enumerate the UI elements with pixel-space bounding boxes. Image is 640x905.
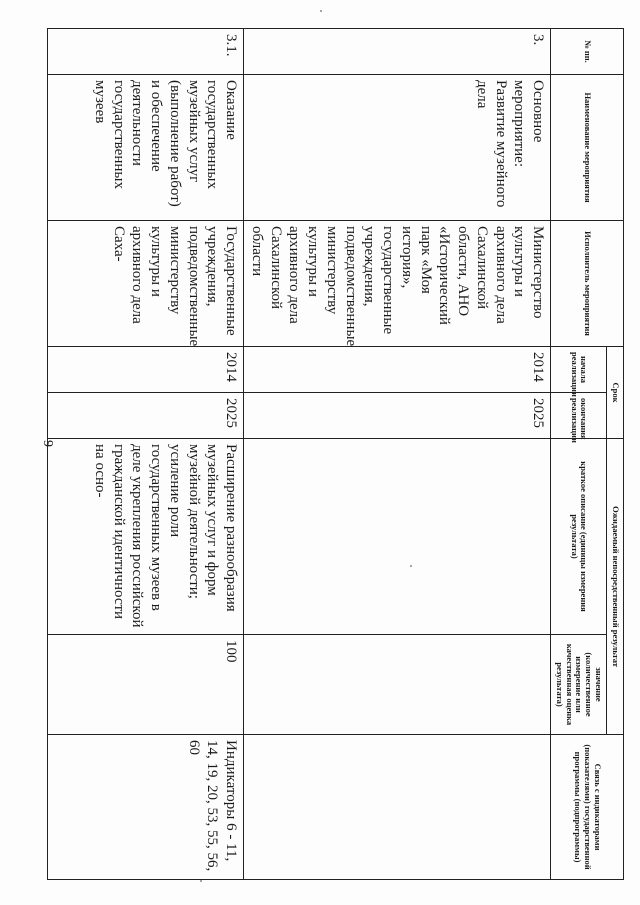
scan-speck [320,10,322,12]
cell-desc: Расширение разнообразия музейных услуг и форм музейной деятельности; усиление роли государственных музеев в деле укрепления российской гражданской идентичности на осно- [48,439,244,635]
header-link: Связь с индикаторами (показателями) государственной программы (подпрограммы) [551,735,624,880]
cell-name: Оказание государственных музейных услуг (выполнение работ) и обеспечение деятельности государственных музеев [48,75,244,221]
cell-executor: Министерство культуры и архивного дела Сахалинской области, АНО «Исторический парк «Моя история», государственные учреждения, подведомственные министерству культуры и архивного дела Сахалинской области [244,221,551,347]
scan-speck [410,565,412,567]
cell-link: Индикаторы 6 - 11, 14, 19, 20, 53, 55, 56, 60 [48,735,244,880]
cell-value: 100 [48,635,244,735]
table-row [48,29,244,880]
header-num: № пп. [551,29,624,75]
cell-value [244,635,551,735]
header-result: Ожидаемый непосредственный результат [607,439,624,735]
cell-name: Основное мероприятие: Развитие музейного дела [244,75,551,221]
cell-num: 3. [244,29,551,75]
scan-speck [200,880,202,882]
page-number: 9 [40,440,55,447]
activities-table [47,28,624,880]
header-executor: Исполнитель мероприятия [551,221,624,347]
cell-start: 2014 [244,347,551,393]
header-result-desc: краткое описание (единицы измерения результата) [551,439,607,635]
header-row-1 [607,29,624,880]
cell-end: 2025 [48,393,244,439]
cell-num: 3.1. [48,29,244,75]
header-term-end: окончания реализации [551,393,607,439]
cell-link [244,735,551,880]
cell-end: 2025 [244,393,551,439]
rotated-table-container [76,28,624,879]
table-row [244,29,551,880]
header-term-start: начала реализации [551,347,607,393]
cell-executor: Государственные учреждения, подведомственные министерству культуры и архивного дела Саха- [48,221,244,347]
cell-start: 2014 [48,347,244,393]
header-name: Наименование мероприятия [551,75,624,221]
cell-desc [244,439,551,635]
header-term: Срок [607,347,624,439]
header-result-value: значение (количественное измерение или качественная оценка результата) [551,635,607,735]
